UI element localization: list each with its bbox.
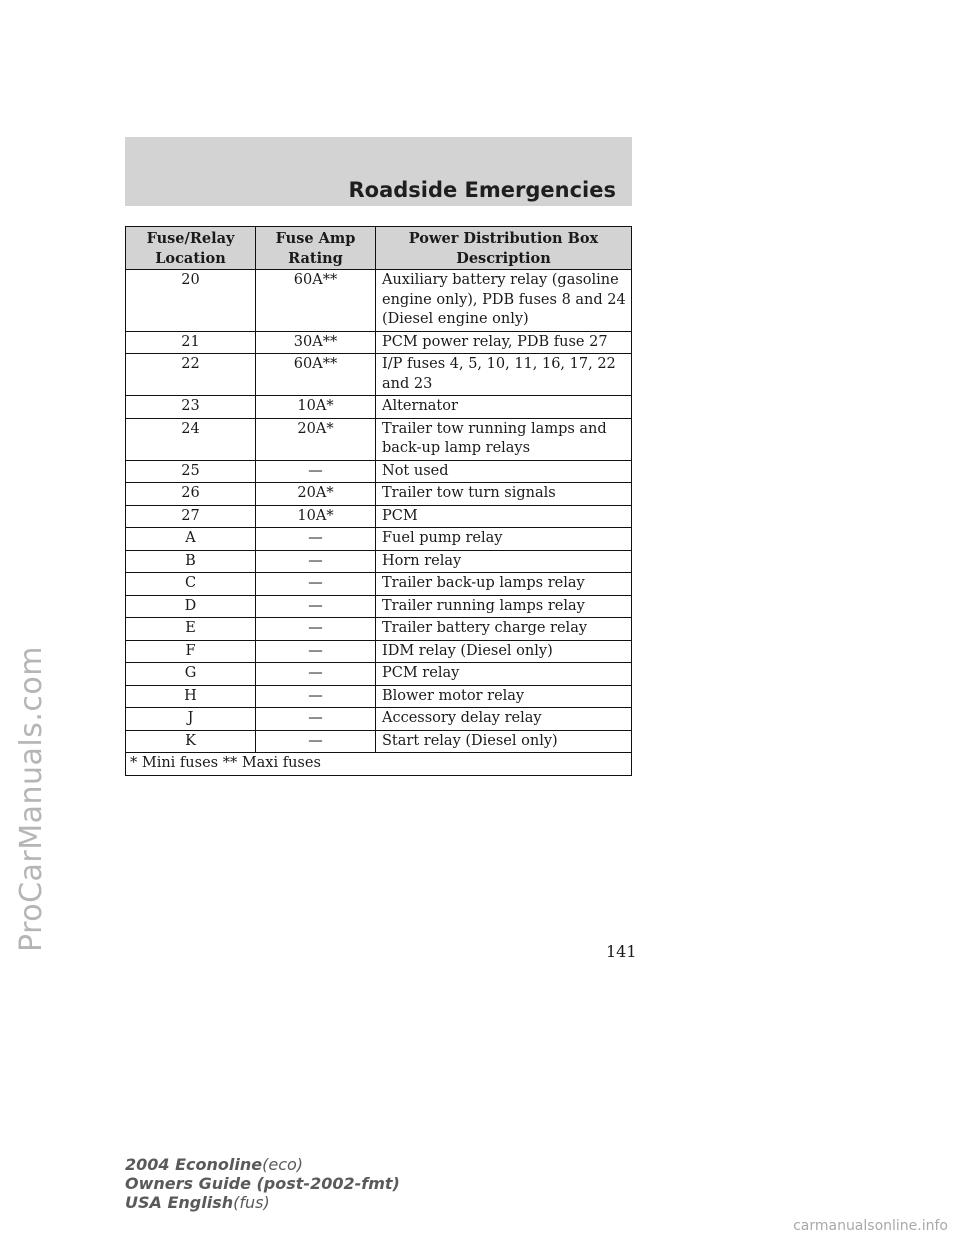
cell-location: 22: [126, 354, 256, 396]
cell-description: Accessory delay relay: [376, 708, 632, 731]
table-header-row: [126, 227, 632, 270]
cell-location: J: [126, 708, 256, 731]
cell-description: Trailer tow turn signals: [376, 483, 632, 506]
cell-description: PCM: [376, 505, 632, 528]
table-row: [126, 460, 632, 483]
section-title: Roadside Emergencies: [348, 178, 616, 202]
cell-description: PCM relay: [376, 663, 632, 686]
cell-location: B: [126, 550, 256, 573]
cell-location: F: [126, 640, 256, 663]
cell-location: 26: [126, 483, 256, 506]
cell-location: D: [126, 595, 256, 618]
table-row: [126, 354, 632, 396]
cell-location: G: [126, 663, 256, 686]
cell-amp-rating: —: [256, 730, 376, 753]
cell-amp-rating: 10A*: [256, 505, 376, 528]
header-location: Fuse/Relay Location: [126, 227, 256, 270]
cell-description: Trailer battery charge relay: [376, 618, 632, 641]
cell-amp-rating: —: [256, 573, 376, 596]
page-number: 141: [606, 942, 637, 961]
header-description: Power Distribution Box Description: [376, 227, 632, 270]
cell-amp-rating: —: [256, 685, 376, 708]
footer-line-language: [125, 1193, 400, 1212]
cell-amp-rating: —: [256, 595, 376, 618]
cell-amp-rating: —: [256, 618, 376, 641]
footer-model: 2004 Econoline: [125, 1155, 263, 1174]
cell-description: PCM power relay, PDB fuse 27: [376, 331, 632, 354]
cell-amp-rating: 60A**: [256, 354, 376, 396]
cell-description: Trailer tow running lamps and back-up lamp relays: [376, 418, 632, 460]
table-row: [126, 640, 632, 663]
table-row: [126, 396, 632, 419]
cell-location: K: [126, 730, 256, 753]
cell-description: Horn relay: [376, 550, 632, 573]
table-row: [126, 483, 632, 506]
cell-description: Not used: [376, 460, 632, 483]
cell-amp-rating: 30A**: [256, 331, 376, 354]
cell-description: Start relay (Diesel only): [376, 730, 632, 753]
cell-description: Trailer running lamps relay: [376, 595, 632, 618]
cell-amp-rating: 60A**: [256, 270, 376, 332]
cell-amp-rating: —: [256, 550, 376, 573]
footer-block: [125, 1155, 400, 1212]
cell-location: 20: [126, 270, 256, 332]
footer-line-guide: [125, 1174, 400, 1193]
cell-description: Trailer back-up lamps relay: [376, 573, 632, 596]
section-header-band: [125, 137, 632, 206]
footnote: * Mini fuses ** Maxi fuses: [126, 753, 632, 776]
cell-description: Alternator: [376, 396, 632, 419]
footer-line-model: [125, 1155, 400, 1174]
footer-guide: Owners Guide (post-2002-fmt): [125, 1174, 400, 1193]
fuse-table: [125, 226, 632, 776]
cell-amp-rating: —: [256, 640, 376, 663]
table-row: [126, 550, 632, 573]
bottom-watermark: carmanualsonline.info: [793, 1218, 948, 1234]
cell-description: Blower motor relay: [376, 685, 632, 708]
table-row: [126, 528, 632, 551]
table-row: [126, 573, 632, 596]
header-amp-rating: Fuse Amp Rating: [256, 227, 376, 270]
cell-amp-rating: —: [256, 460, 376, 483]
table-row: [126, 730, 632, 753]
table-body: [126, 270, 632, 753]
table-row: [126, 418, 632, 460]
side-watermark: ProCarManuals.com: [14, 645, 49, 952]
cell-location: C: [126, 573, 256, 596]
cell-description: Auxiliary battery relay (gasoline engine only), PDB fuses 8 and 24 (Diesel engine only): [376, 270, 632, 332]
footer-model-code: (eco): [262, 1155, 304, 1174]
cell-description: IDM relay (Diesel only): [376, 640, 632, 663]
footnote-row: [126, 753, 632, 776]
cell-location: 21: [126, 331, 256, 354]
table-row: [126, 708, 632, 731]
table-row: [126, 270, 632, 332]
cell-location: H: [126, 685, 256, 708]
table-row: [126, 685, 632, 708]
table-row: [126, 595, 632, 618]
cell-amp-rating: 20A*: [256, 483, 376, 506]
cell-amp-rating: 20A*: [256, 418, 376, 460]
cell-location: E: [126, 618, 256, 641]
table-row: [126, 505, 632, 528]
cell-amp-rating: —: [256, 708, 376, 731]
cell-description: I/P fuses 4, 5, 10, 11, 16, 17, 22 and 23: [376, 354, 632, 396]
cell-location: 24: [126, 418, 256, 460]
cell-amp-rating: —: [256, 528, 376, 551]
footer-language-code: (fus): [233, 1193, 270, 1212]
cell-description: Fuel pump relay: [376, 528, 632, 551]
cell-location: A: [126, 528, 256, 551]
table-row: [126, 331, 632, 354]
cell-amp-rating: —: [256, 663, 376, 686]
cell-amp-rating: 10A*: [256, 396, 376, 419]
cell-location: 25: [126, 460, 256, 483]
cell-location: 27: [126, 505, 256, 528]
footer-language: USA English: [125, 1193, 234, 1212]
cell-location: 23: [126, 396, 256, 419]
table-row: [126, 663, 632, 686]
table-row: [126, 618, 632, 641]
